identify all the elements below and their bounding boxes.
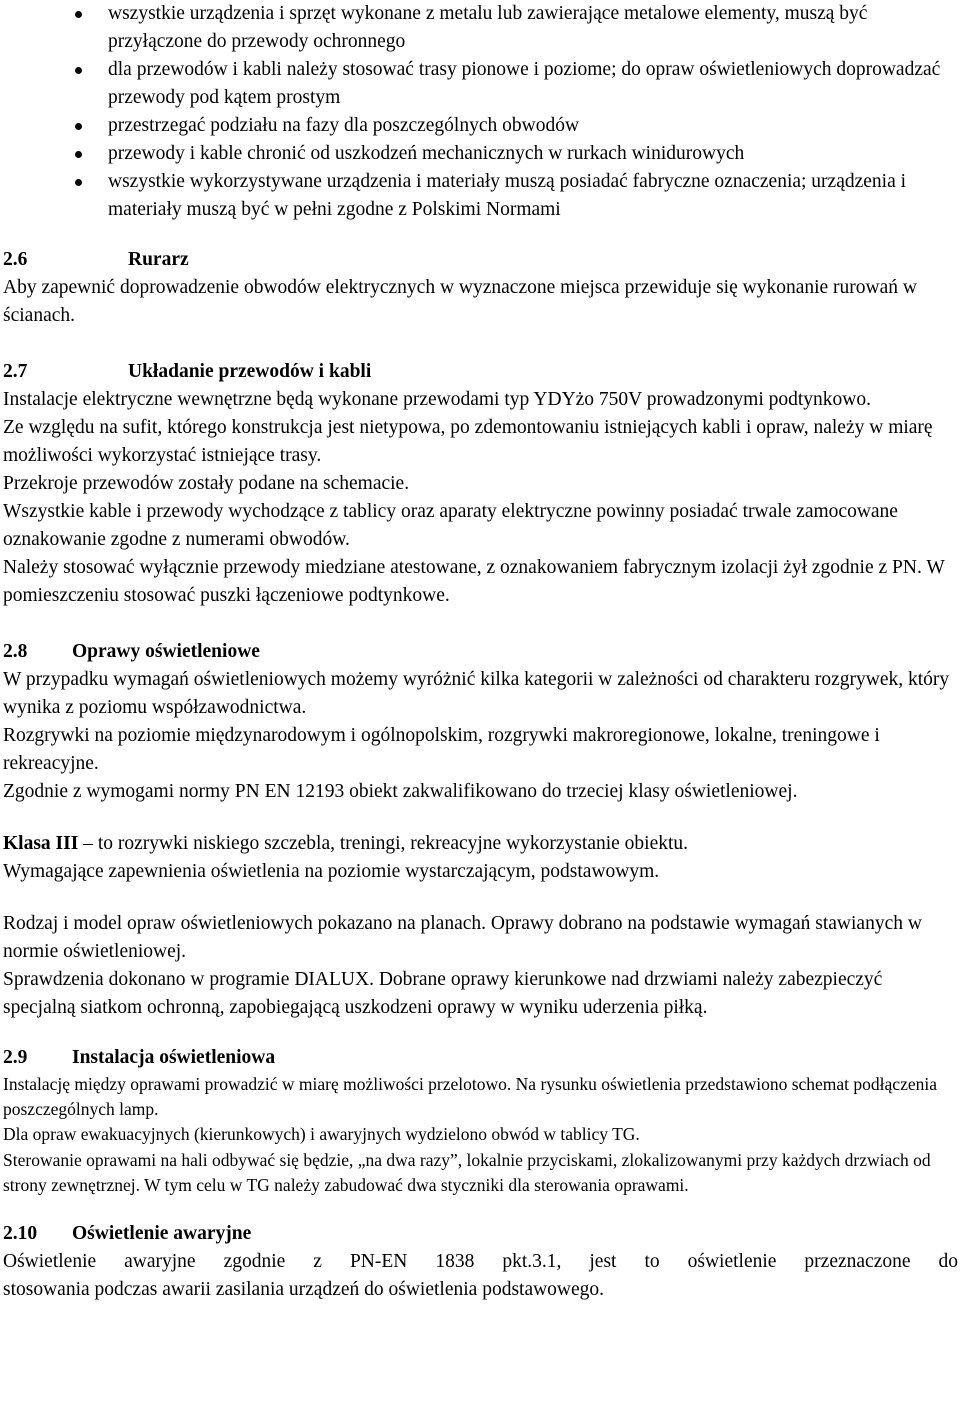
paragraph: Instalację między oprawami prowadzić w miarę możliwości przelotowo. Na rysunku oświetlenia przedstawiono schemat podłączenia poszczególnych lamp. [3, 1074, 937, 1120]
paragraph: Rodzaj i model opraw oświetleniowych pokazano na planach. Oprawy dobrano na podstawie wymagań stawianych w normie oświetleniowej. [3, 913, 922, 962]
section-title: Oprawy oświetleniowe [72, 641, 260, 662]
paragraph: Wszystkie kable i przewody wychodzące z tablicy oraz aparaty elektryczne powinny posiadać trwale zamocowane oznakowanie zgodne z numerami obwodów. [3, 501, 898, 550]
section-title: Rurarz [128, 249, 189, 270]
paragraph: Sterowanie oprawami na hali odbywać się będzie, „na dwa razy”, lokalnie przyciskami, zlokalizowanymi przy każdych drzwiach od strony zewnętrznej. W tym celu w TG należy zabudować dwa styczniki dla sterowania oprawami. [3, 1149, 931, 1195]
paragraph-line: Oświetlenie awaryjne zgodnie z PN-EN 1838 pkt.3.1, jest to oświetlenie przeznaczone do [3, 1251, 958, 1273]
section-heading-2-7 [3, 358, 958, 386]
section-heading-2-6 [3, 246, 958, 274]
section-number: 2.7 [3, 361, 28, 382]
section-title: Instalacja oświetleniowa [72, 1047, 276, 1068]
paragraph-line: stosowania podczas awarii zasilania urządzeń do oświetlenia podstawowego. [3, 1279, 605, 1301]
paragraph: Aby zapewnić doprowadzenie obwodów elektrycznych w wyznaczone miejsca przewiduje się wykonanie rurowań w ścianach. [3, 277, 917, 326]
paragraph: Sprawdzenia dokonano w programie DIALUX. Dobrane oprawy kierunkowe nad drzwiami należy zabezpieczyć specjalną siatkom ochronną, zapobiegającą uszkodzeni oprawy w wyniku uderzenia piłką. [3, 969, 883, 1018]
paragraph: Rozgrywki na poziomie międzynarodowym i ogólnopolskim, rozgrywki makroregionowe, lokalne, treningowe i rekreacyjne. [3, 725, 880, 774]
section-heading-2-8 [3, 638, 958, 666]
list-item: wszystkie urządzenia i sprzęt wykonane z metalu lub zawierające metalowe elementy, muszą być przyłączone do przewody ochronnego [108, 0, 958, 56]
paragraph: Należy stosować wyłącznie przewody miedziane atestowane, z oznakowaniem fabrycznym izolacji żył zgodnie z PN. W pomieszczeniu stosować puszki łączeniowe podtynkowe. [3, 557, 945, 606]
class-description: – to rozrywki niskiego szczebla, treningi, rekreacyjne wykorzystanie obiektu. [78, 833, 689, 854]
paragraph: Instalacje elektryczne wewnętrzne będą wykonane przewodami typ YDYżo 750V prowadzonymi podtynkowo. [3, 389, 872, 410]
section-title: Układanie przewodów i kabli [128, 361, 372, 382]
list-item: dla przewodów i kabli należy stosować trasy pionowe i poziome; do opraw oświetleniowych doprowadzać przewody pod kątem prostym [108, 56, 958, 112]
requirements-list [3, 0, 958, 224]
section-heading-2-10 [3, 1220, 958, 1248]
section-number: 2.9 [3, 1047, 28, 1068]
list-item: przestrzegać podziału na fazy dla poszczególnych obwodów [108, 112, 958, 140]
section-number: 2.10 [3, 1223, 38, 1245]
section-heading-2-9 [3, 1044, 958, 1072]
section-number: 2.8 [3, 641, 28, 662]
class-label: Klasa III [3, 833, 79, 854]
list-item: przewody i kable chronić od uszkodzeń mechanicznych w rurkach winidurowych [108, 140, 958, 168]
class-definition [3, 830, 958, 858]
paragraph: Wymagające zapewnienia oświetlenia na poziomie wystarczającym, podstawowym. [3, 861, 660, 882]
list-item: wszystkie wykorzystywane urządzenia i materiały muszą posiadać fabryczne oznaczenia; urządzenia i materiały muszą być w pełni zgodne z Polskimi Normami [108, 168, 958, 224]
paragraph: Dla opraw ewakuacyjnych (kierunkowych) i awaryjnych wydzielono obwód w tablicy TG. [3, 1124, 640, 1145]
paragraph: W przypadku wymagań oświetleniowych możemy wyróżnić kilka kategorii w zależności od charakteru rozgrywek, który wynika z poziomu współzawodnictwa. [3, 669, 950, 718]
section-title: Oświetlenie awaryjne [72, 1223, 252, 1245]
paragraph: Zgodnie z wymogami normy PN EN 12193 obiekt zakwalifikowano do trzeciej klasy oświetleniowej. [3, 781, 798, 802]
paragraph: Przekroje przewodów zostały podane na schemacie. [3, 473, 410, 494]
section-number: 2.6 [3, 249, 28, 270]
paragraph: Ze względu na sufit, którego konstrukcja jest nietypowa, po zdemontowaniu istniejących kabli i opraw, należy w miarę możliwości wykorzystać istniejące trasy. [3, 417, 933, 466]
